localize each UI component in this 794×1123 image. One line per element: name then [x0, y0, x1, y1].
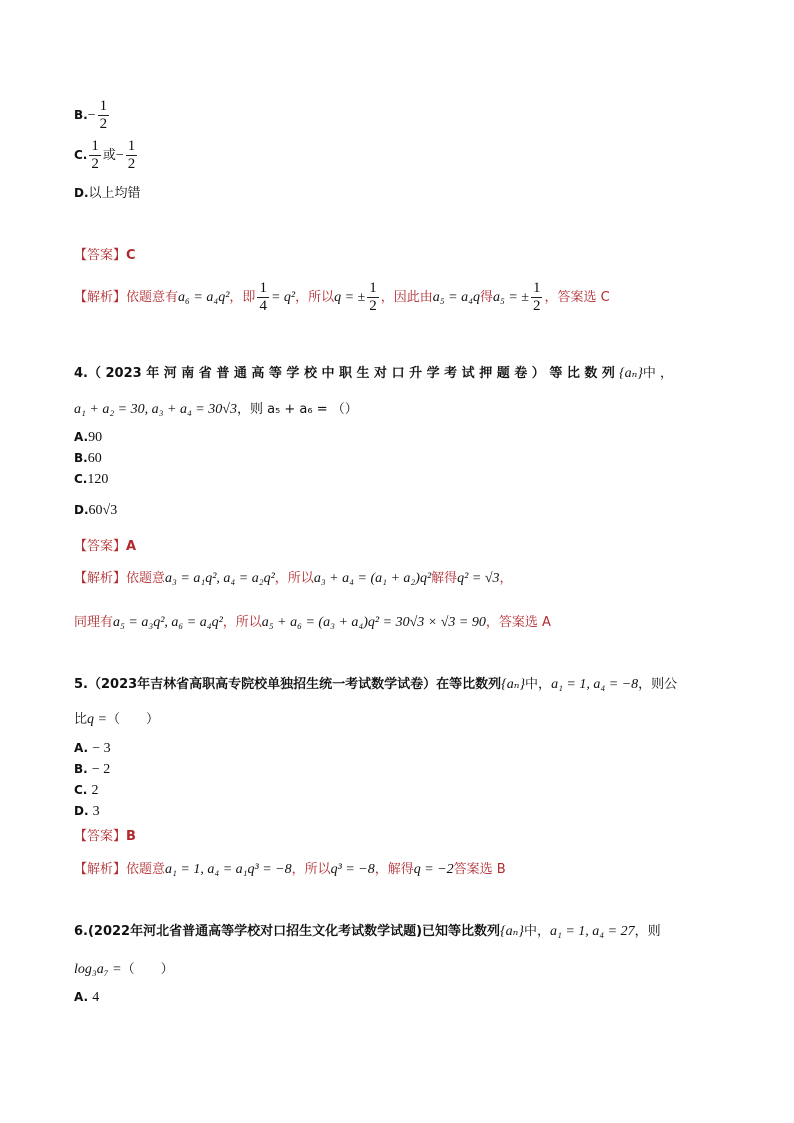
sequence: {aₙ} [500, 924, 524, 939]
sequence: {aₙ} [501, 677, 526, 692]
q4-analysis-1: 【解析】依题意a₃ = a₁q², a₄ = a₂q²，所以a₃ + a₄ = (a₁ + a₂)q²解得q² = √3， [74, 571, 513, 586]
fraction: $\frac{1}{2}$ [91, 138, 99, 172]
analysis-tag: 【解析】 [74, 571, 127, 586]
q5-stem-2: 比q =（ ） [74, 712, 159, 727]
q4-answer [74, 535, 136, 554]
q4-option: D.60√3 [74, 503, 118, 518]
sequence: {aₙ} [619, 366, 643, 381]
q4-option: C.120 [74, 472, 109, 487]
fraction: $\frac{1}{2}$ [127, 138, 136, 172]
fraction: $\frac{1}{2}$ [369, 280, 377, 314]
answer-value: B [126, 829, 136, 844]
q4-analysis-2: 同理有a₅ = a₃q², a₆ = a₄q²，所以a₅ + a₆ = (a₃ + a₄)q² = 30√3 × √3 = 90，答案选 A [74, 615, 551, 630]
fraction: $\frac{1}{2}$ [99, 98, 108, 132]
q3-option-c: C. $\frac{1}{2}$ 或− $\frac{1}{2}$ [74, 138, 136, 172]
q5-stem: 5.（2023年吉林省高职高专院校单独招生统一考试数学试卷）在等比数列{aₙ}中，a₁ = 1, a₄ = −8，则公 [74, 677, 678, 692]
q4-condition: a₁ + a₂ = 30, a₃ + a₄ = 30√3，则 a₅ + a₆ = （） [74, 402, 358, 417]
option-label: B. [74, 108, 88, 122]
analysis-tag: 【解析】 [74, 862, 127, 877]
fraction: $\frac{1}{4}$ [259, 280, 267, 314]
q5-option: B. − 2 [74, 762, 111, 777]
answer-tag: 【答案】 [74, 829, 127, 844]
answer-tag: 【答案】 [74, 248, 127, 263]
analysis-tag: 【解析】 [74, 290, 127, 305]
fraction: $\frac{1}{2}$ [532, 280, 541, 314]
q5-answer [74, 825, 136, 844]
question-source: （2023年吉林省高职高专院校单独招生统一考试数学试卷）在等比数列 [87, 677, 502, 692]
q3-analysis: 【解析】依题意有a₆ = a₄q²，即 $\frac{1}{4}$ = q²，所以q = ± $\frac{1}{2}$ ，因此由a₅ = a₄q得a₅ = ± $\frac{1}{2}$ ，答案选 C [74, 280, 610, 314]
question-source: （ 2023 年 河 南 省 普 通 高 等 学 校 中 职 生 对 口 升 学 考 试 押 题 卷 ） 等 比 数 列 [87, 366, 615, 381]
answer-tag: 【答案】 [74, 539, 127, 554]
q5-option: D. 3 [74, 804, 100, 819]
q3-option-b: B.− $\frac{1}{2}$ [74, 98, 108, 132]
question-source: (2022年河北省普通高等学校对口招生文化考试数学试题)已知等比数列 [87, 924, 501, 939]
q4-option: A.90 [74, 430, 103, 445]
option-label: C. [74, 148, 88, 162]
q6-stem-2: log₃a₇ =（ ） [74, 962, 174, 977]
q6-option: A. 4 [74, 990, 100, 1005]
q5-option: C. 2 [74, 783, 99, 798]
question-number: 5. [74, 677, 88, 692]
question-number: 4. [74, 366, 88, 381]
q6-stem: 6.(2022年河北省普通高等学校对口招生文化考试数学试题)已知等比数列{aₙ}中，a₁ = 1, a₄ = 27，则 [74, 924, 661, 939]
q4-stem: 4.（ 2023 年 河 南 省 普 通 高 等 学 校 中 职 生 对 口 升 学 考 试 押 题 卷 ） 等 比 数 列 {aₙ}中 ， [74, 366, 674, 381]
q5-option: A. − 3 [74, 741, 111, 756]
answer-value: C [126, 248, 136, 263]
q3-option-d: D.以上均错 [74, 186, 141, 201]
q5-analysis: 【解析】依题意a₁ = 1, a₄ = a₁q³ = −8，所以q³ = −8，解得q = −2答案选 B [74, 862, 506, 877]
answer-value: A [126, 539, 137, 554]
q4-option: B.60 [74, 451, 102, 466]
option-label: D. [74, 186, 89, 200]
question-number: 6. [74, 924, 88, 939]
q3-answer [74, 244, 136, 263]
